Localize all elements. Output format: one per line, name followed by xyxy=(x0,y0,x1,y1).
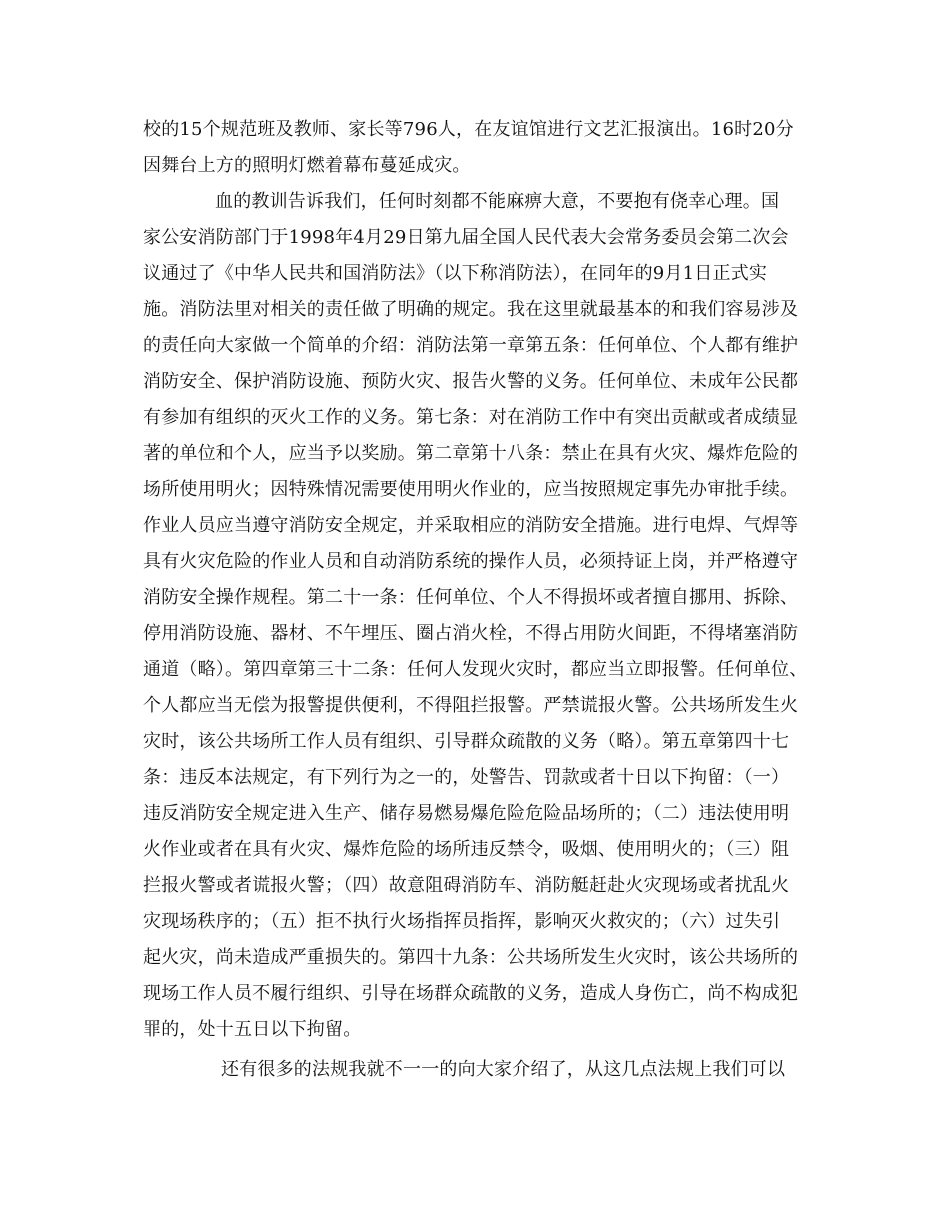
text-line: 通道（略）。第四章第三十二条：任何人发现火灾时，都应当立即报警。任何单位、 xyxy=(143,659,808,680)
text-line: 停用消防设施、器材、不午埋压、圈占消火栓，不得占用防火间距，不得堵塞消防 xyxy=(143,623,799,644)
text-line: 具有火灾危险的作业人员和自动消防系统的操作人员，必须持证上岗，并严格遵守 xyxy=(143,551,799,572)
text-line: 议通过了《中华人民共和国消防法》（以下称消防法），在同年的9月1日正式实 xyxy=(143,263,768,284)
text-line: 违反消防安全规定进入生产、储存易燃易爆危险危险品场所的；（二）违法使用明 xyxy=(143,803,790,824)
text-line: 血的教训告诉我们，任何时刻都不能麻痹大意，不要抱有侥幸心理。国 xyxy=(215,191,780,212)
text-line: 拦报火警或者谎报火警；（四）故意阻碍消防车、消防艇赶赴火灾现场或者扰乱火 xyxy=(143,875,790,896)
text-line: 罪的，处十五日以下拘留。 xyxy=(143,1019,362,1040)
text-line: 施。消防法里对相关的责任做了明确的规定。我在这里就最基本的和我们容易涉及 xyxy=(143,299,799,320)
text-line: 条：违反本法规定，有下列行为之一的，处警告、罚款或者十日以下拘留：（一） xyxy=(143,767,790,788)
text-line: 的责任向大家做一个简单的介绍：消防法第一章第五条：任何单位、个人都有维护 xyxy=(143,335,799,356)
text-line: 个人都应当无偿为报警提供便利，不得阻拦报警。严禁谎报火警。公共场所发生火 xyxy=(143,695,799,716)
text-line: 有参加有组织的灭火工作的义务。第七条：对在消防工作中有突出贡献或者成绩显 xyxy=(143,407,799,428)
text-line: 灾现场秩序的；（五）拒不执行火场指挥员指挥，影响灭火救灾的；（六）过失引 xyxy=(143,911,781,932)
text-line: 家公安消防部门于1998年4月29日第九届全国人民代表大会常务委员会第二次会 xyxy=(143,227,789,248)
text-line: 现场工作人员不履行组织、引导在场群众疏散的义务，造成人身伤亡，尚不构成犯 xyxy=(143,983,799,1004)
text-line: 消防安全、保护消防设施、预防火灾、报告火警的义务。任何单位、未成年公民都 xyxy=(143,371,799,392)
text-line: 场所使用明火；因特殊情况需要使用明火作业的，应当按照规定事先办审批手续。 xyxy=(143,479,799,500)
text-line: 校的15个规范班及教师、家长等796人，在友谊馆进行文艺汇报演出。16时20分 xyxy=(143,119,794,140)
text-line: 著的单位和个人，应当予以奖励。第二章第十八条：禁止在具有火灾、爆炸危险的 xyxy=(143,443,799,464)
text-line: 消防安全操作规程。第二十一条：任何单位、个人不得损坏或者擅自挪用、拆除、 xyxy=(143,587,799,608)
text-line: 起火灾，尚未造成严重损失的。第四十九条：公共场所发生火灾时，该公共场所的 xyxy=(143,947,799,968)
text-line: 因舞台上方的照明灯燃着幕布蔓延成灾。 xyxy=(143,155,471,176)
text-line: 灾时，该公共场所工作人员有组织、引导群众疏散的义务（略）。第五章第四十七 xyxy=(143,731,790,752)
text-line: 作业人员应当遵守消防安全规定，并采取相应的消防安全措施。进行电焊、气焊等 xyxy=(143,515,799,536)
text-line: 还有很多的法规我就不一一的向大家介绍了，从这几点法规上我们可以 xyxy=(221,1059,786,1080)
text-line: 火作业或者在具有火灾、爆炸危险的场所违反禁令，吸烟、使用明火的；（三）阻 xyxy=(143,839,790,860)
